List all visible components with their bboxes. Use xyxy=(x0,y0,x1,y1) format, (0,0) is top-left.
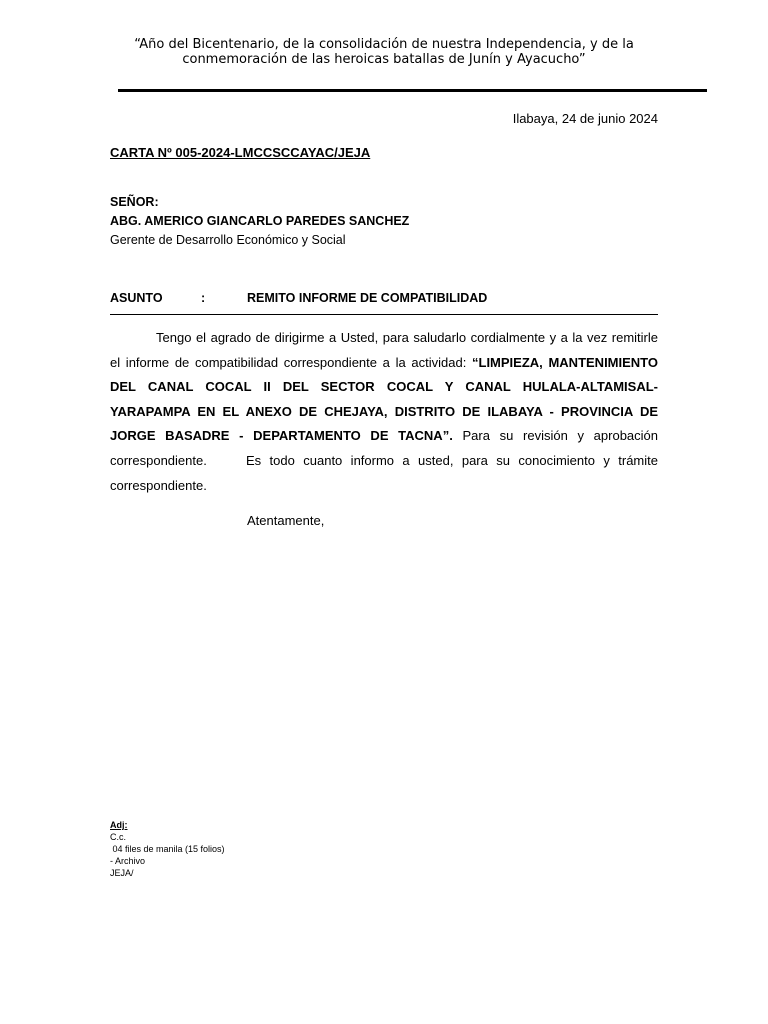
header-rule xyxy=(118,89,707,92)
motto-line-2: conmemoración de las heroicas batallas de Junín y Ayacucho” xyxy=(182,52,586,67)
footer-cc: C.c. xyxy=(110,832,127,842)
footer-initials: JEJA/ xyxy=(110,868,134,878)
subject-colon: : xyxy=(201,291,206,305)
footer-files: 04 files de manila (15 folios) xyxy=(110,844,225,854)
letter-date: Ilabaya, 24 de junio 2024 xyxy=(512,111,658,126)
body-paragraph-2 xyxy=(110,449,658,498)
activity-title: “LIMPIEZA, MANTENIMIENTO DEL CANAL COCAL II DEL SECTOR COCAL Y CANAL HULALA-ALTAMISAL-YARAPAMPA EN EL ANEXO DE CHEJAYA, DISTRITO DE ILABAYA - PROVINCIA DE JORGE BASADRE - DEPARTAMENTO DE TACNA”. xyxy=(110,354,658,443)
subject-value: REMITO INFORME DE COMPATIBILIDAD xyxy=(247,291,488,305)
body-closing-text: Es todo cuanto informo a usted, para su conocimiento y trámite correspondiente. xyxy=(110,453,658,493)
subject-rule xyxy=(110,314,658,315)
body-review-text: Para su revisión y aprobación correspondiente. xyxy=(110,428,658,468)
footer-adj: Adj: xyxy=(110,820,128,830)
body-intro-text: Tengo el agrado de dirigirme a Usted, para saludarlo cordialmente y a la vez remitirle el informe de compatibilidad correspondiente a la actividad: xyxy=(110,330,658,370)
header-motto xyxy=(110,37,658,67)
recipient-role: Gerente de Desarrollo Económico y Social xyxy=(110,233,346,247)
footer-archivo: - Archivo xyxy=(110,856,146,866)
recipient-name: ABG. AMERICO GIANCARLO PAREDES SANCHEZ xyxy=(110,214,410,228)
closing-salutation: Atentamente, xyxy=(247,513,325,528)
motto-line-1: “Año del Bicentenario, de la consolidación de nuestra Independencia, y de la xyxy=(134,37,634,52)
recipient-salutation: SEÑOR: xyxy=(110,195,159,209)
subject-label: ASUNTO xyxy=(110,291,163,305)
letter-reference: CARTA Nº 005-2024-LMCCSCCAYAC/JEJA xyxy=(110,145,371,160)
footer-notes xyxy=(110,819,225,879)
